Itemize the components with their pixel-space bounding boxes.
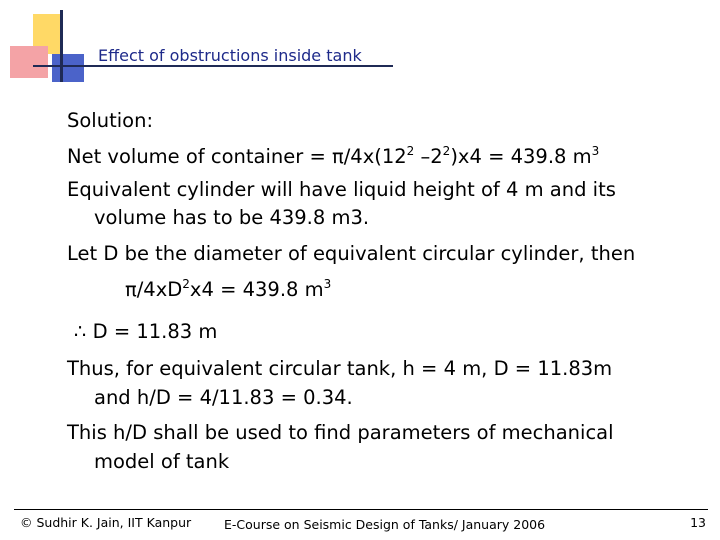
equation-line (125, 278, 331, 302)
equation-sup-1: 2 (182, 277, 190, 291)
thus-line-cont: and h/D = 4/11.83 = 0.34. (94, 386, 353, 409)
footer-rule (14, 509, 708, 510)
net-volume-text-c: )x4 = 439.8 m (450, 145, 592, 168)
footer-course: E-Course on Seismic Design of Tanks/ January 2006 (224, 517, 546, 532)
page-number: 13 (690, 515, 706, 530)
decor-blue-square (52, 54, 84, 82)
hd-line: This h/D shall be used to find parameters of mechanical (67, 421, 614, 444)
equivalent-cylinder-line: Equivalent cylinder will have liquid height of 4 m and its (67, 178, 616, 201)
net-volume-sup-2: 2 (442, 144, 451, 158)
hd-line-cont: model of tank (94, 450, 230, 473)
decor-title-rule (33, 65, 393, 67)
net-volume-sup-1: 2 (406, 144, 415, 158)
equation-sup-2: 3 (323, 277, 332, 291)
diameter-line: Let D be the diameter of equivalent circular cylinder, then (67, 242, 636, 265)
equation-text-a: π/4xD (125, 278, 183, 301)
net-volume-text-b: –2 (414, 145, 443, 168)
result-line: ∴ D = 11.83 m (74, 320, 218, 343)
equivalent-cylinder-line-cont: volume has to be 439.8 m3. (94, 206, 370, 229)
slide-title: Effect of obstructions inside tank (98, 46, 362, 65)
footer-author: © Sudhir K. Jain, IIT Kanpur (20, 515, 192, 530)
solution-label: Solution: (67, 109, 154, 132)
net-volume-line (67, 145, 599, 169)
thus-line: Thus, for equivalent circular tank, h = 4 m, D = 11.83m (67, 357, 613, 380)
decor-red-square (10, 46, 48, 78)
equation-text-b: x4 = 439.8 m (189, 278, 324, 301)
decor-vertical-line (60, 10, 63, 82)
net-volume-text-a: Net volume of container = π/4x(12 (67, 145, 407, 168)
net-volume-sup-3: 3 (591, 144, 600, 158)
